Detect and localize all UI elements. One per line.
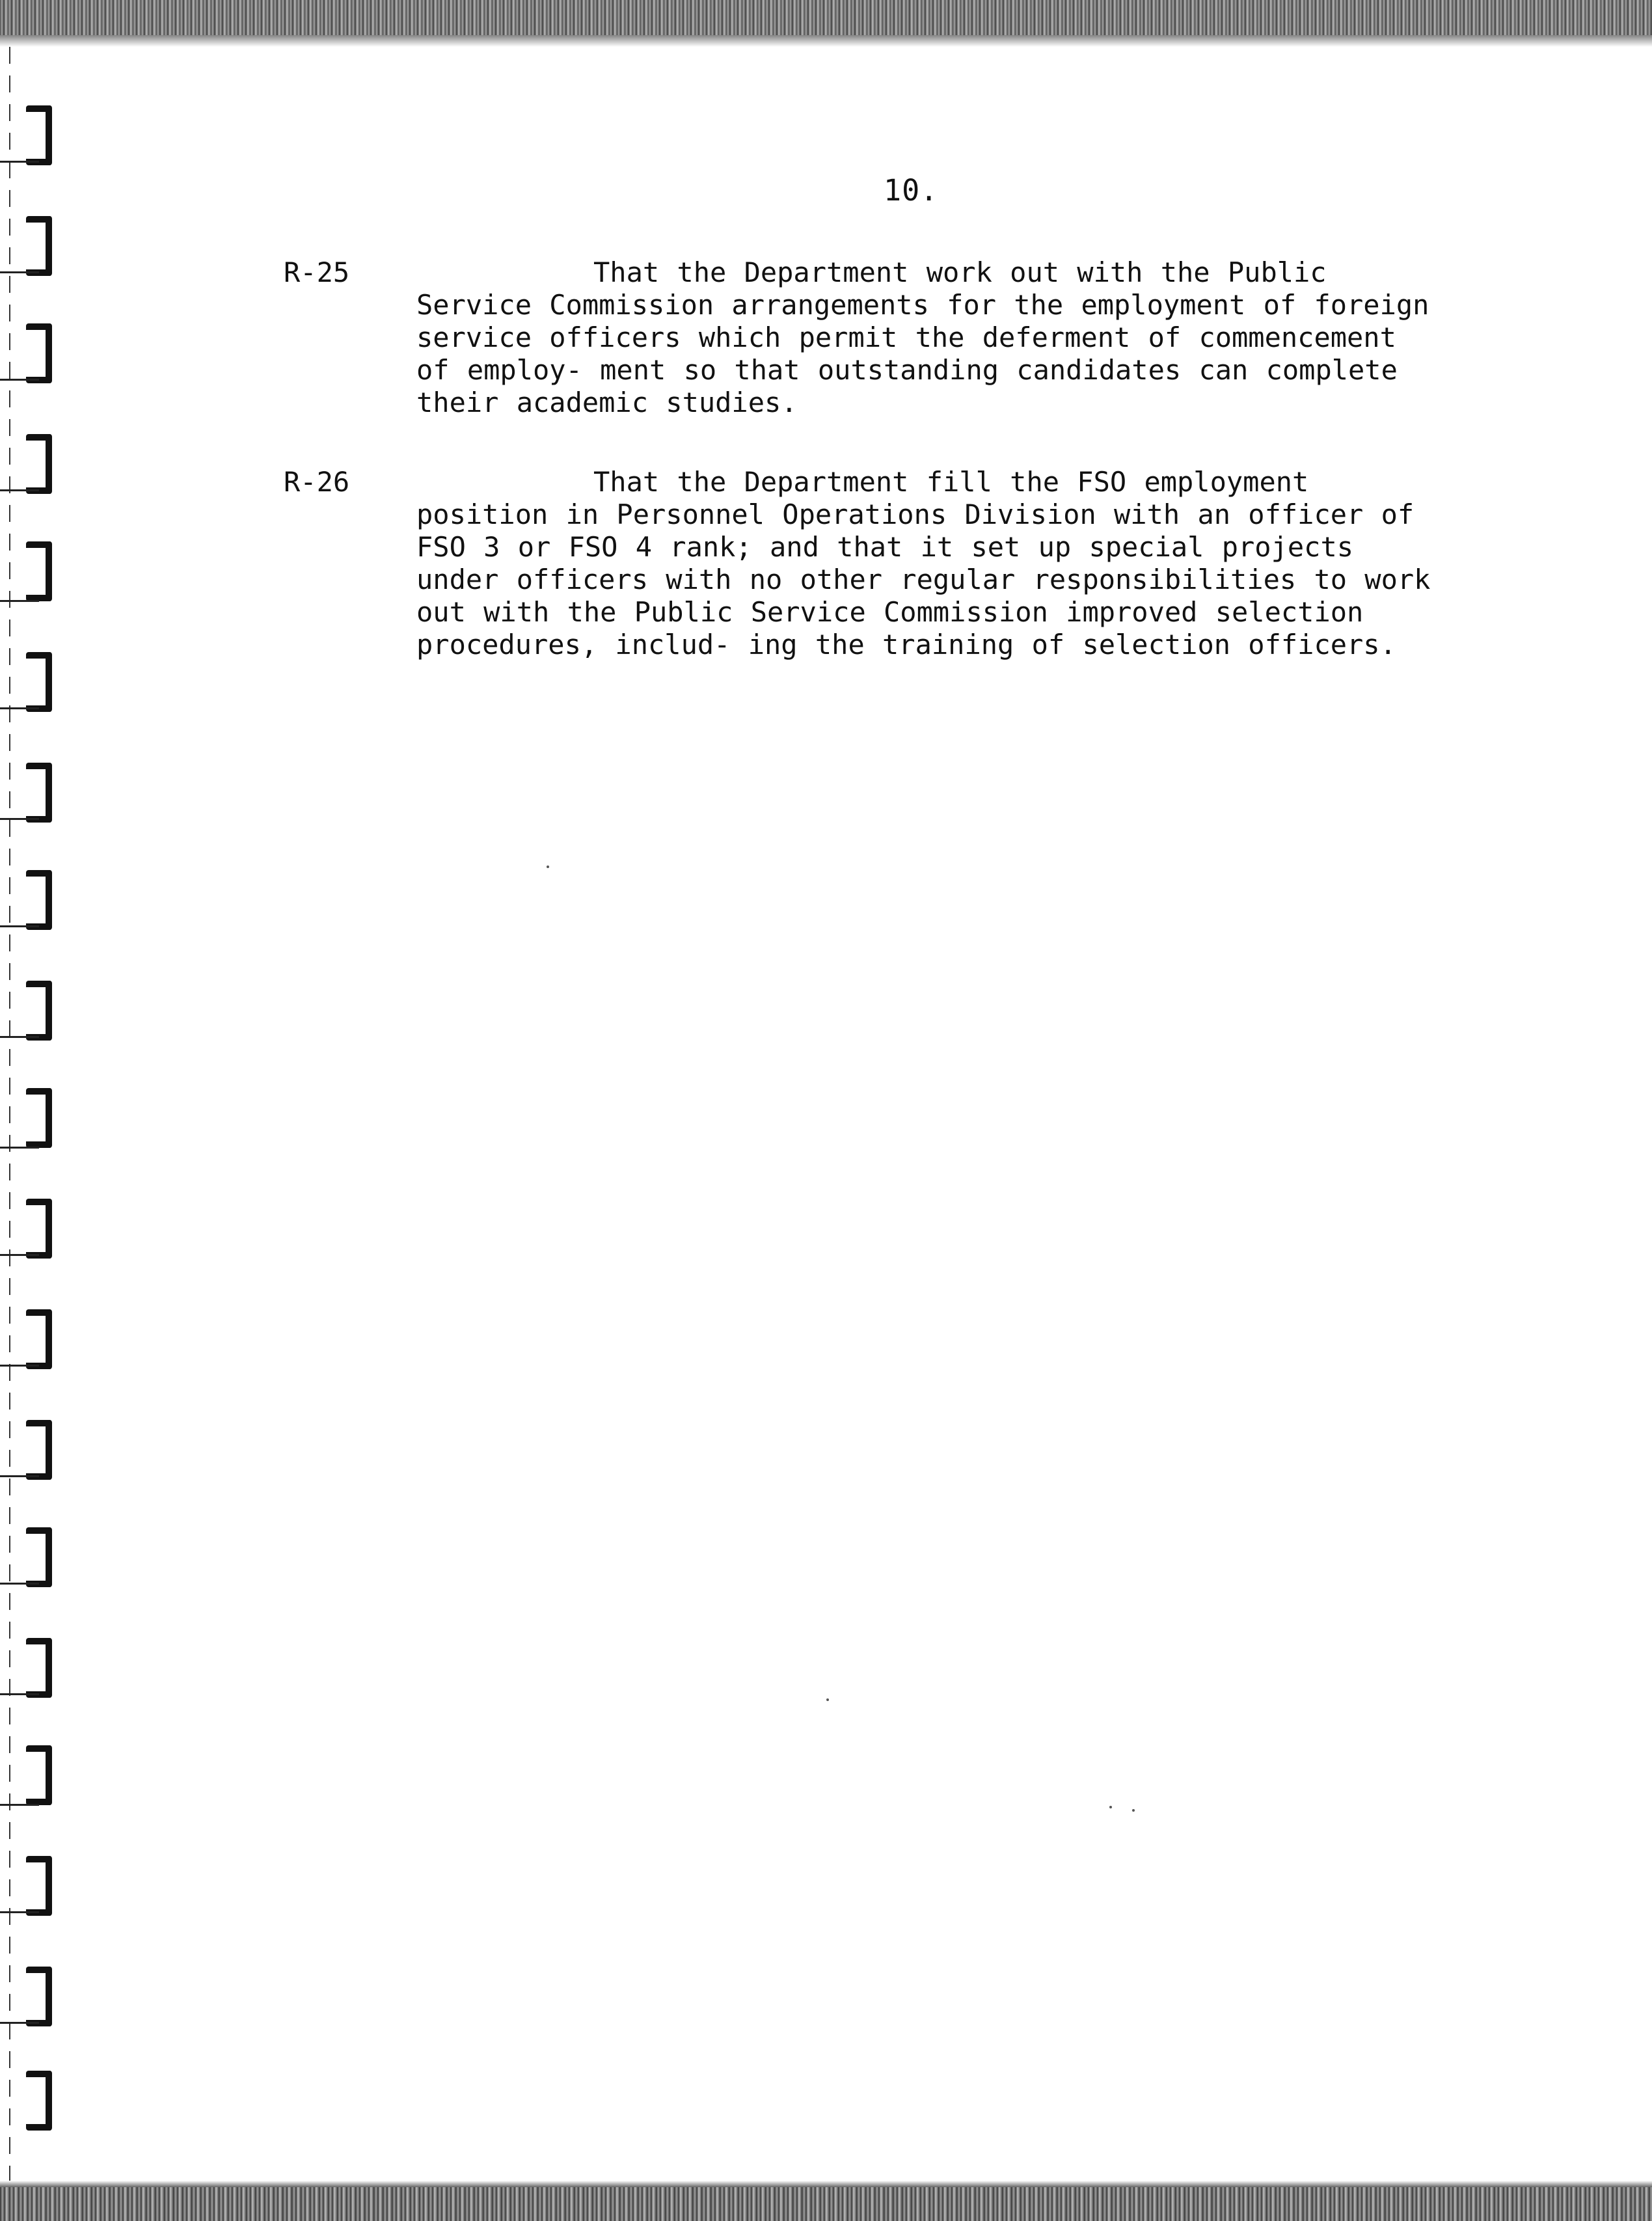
binding-ring bbox=[26, 541, 52, 601]
scan-speck bbox=[1132, 1809, 1135, 1812]
binding-tick bbox=[0, 1365, 39, 1367]
binding-tick bbox=[0, 1036, 39, 1038]
binding-tick bbox=[0, 707, 39, 709]
binding-ring bbox=[26, 1967, 52, 2026]
binding-tick bbox=[0, 489, 39, 491]
scan-speck bbox=[826, 1698, 829, 1701]
binding-tick bbox=[0, 818, 39, 820]
binding-ring bbox=[26, 1199, 52, 1259]
binding-ring bbox=[26, 2071, 52, 2131]
binding-ring bbox=[26, 981, 52, 1041]
binding-tick bbox=[0, 2022, 39, 2024]
recommendation-label: R-26 bbox=[284, 466, 350, 498]
binding-tick bbox=[0, 600, 39, 602]
binding-ring bbox=[26, 1638, 52, 1698]
scan-speck bbox=[1109, 1806, 1112, 1808]
binding-tick bbox=[0, 1583, 39, 1585]
binding-ring bbox=[26, 434, 52, 494]
binding-ring bbox=[26, 1088, 52, 1148]
page-number: 10. bbox=[884, 173, 939, 208]
recommendation-text: That the Department fill the FSO employment position in Personnel Operations Division with an officer of FSO 3 or FSO 4 rank; and that it set up special projects under officers with no other regular responsibilities to work out with the Public Service Commission improved selection procedures, includ- ing the training of selection officers. bbox=[416, 466, 1431, 661]
binding-tick bbox=[0, 1693, 39, 1695]
binding-ring bbox=[26, 323, 52, 383]
binding-ring bbox=[26, 1745, 52, 1805]
binding-tick bbox=[0, 1475, 39, 1477]
scan-border-bottom bbox=[0, 2181, 1652, 2221]
binding-tick bbox=[0, 161, 39, 163]
scan-border-top bbox=[0, 0, 1652, 47]
binding-tick bbox=[0, 1911, 39, 1913]
binding-ring bbox=[26, 105, 52, 165]
recommendation-text: That the Department work out with the Public Service Commission arrangements for the employment of foreign service officers which permit the deferment of commencement of employ- ment so that outstanding candidates can complete their academic studies. bbox=[416, 256, 1429, 418]
recommendation-label: R-25 bbox=[284, 256, 350, 288]
binding-ring bbox=[26, 652, 52, 712]
binding-ring bbox=[26, 1420, 52, 1480]
binding-ring bbox=[26, 763, 52, 823]
binding-ring bbox=[26, 1856, 52, 1916]
binding-ring bbox=[26, 1527, 52, 1587]
binding-rail bbox=[9, 47, 10, 2181]
spiral-binding bbox=[0, 47, 85, 2181]
binding-ring bbox=[26, 870, 52, 930]
binding-tick bbox=[0, 1804, 39, 1806]
binding-tick bbox=[0, 1254, 39, 1256]
binding-tick bbox=[0, 271, 39, 273]
binding-tick bbox=[0, 1147, 39, 1149]
binding-ring bbox=[26, 216, 52, 276]
binding-tick bbox=[0, 925, 39, 927]
binding-ring bbox=[26, 1309, 52, 1369]
scan-speck bbox=[547, 865, 549, 868]
binding-tick bbox=[0, 379, 39, 381]
